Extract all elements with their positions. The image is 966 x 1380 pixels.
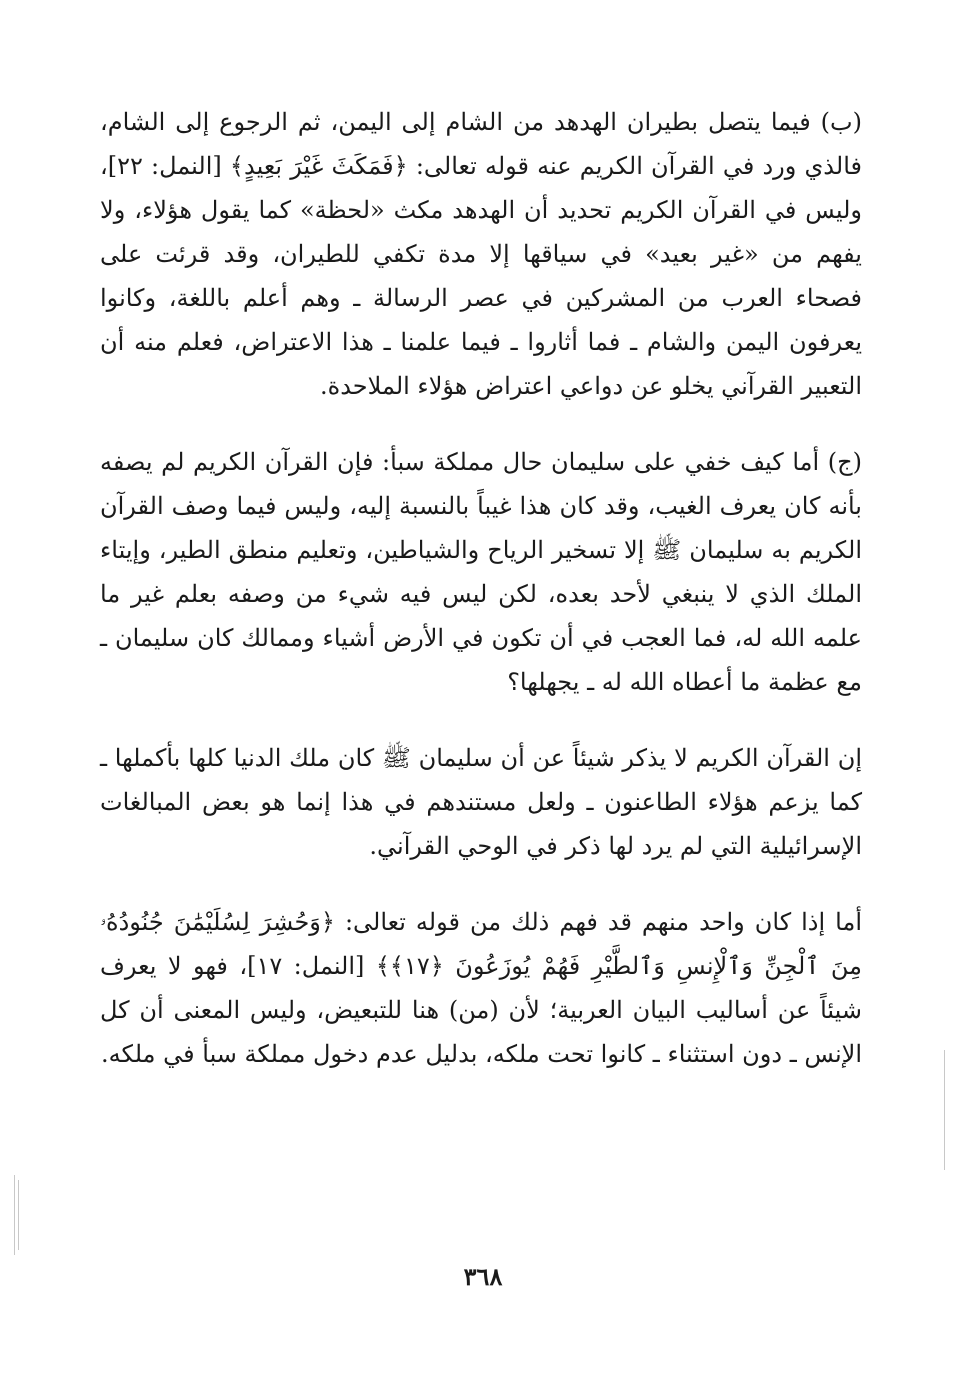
paragraph-quran-verse: أما إذا كان واحد منهم قد فهم ذلك من قوله تعالى: ﴿وَحُشِرَ لِسُلَيْمَٰنَ جُنُودُهُۥ مِنَ ٱلْجِنِّ وَٱلْإِنسِ وَٱلطَّيْرِ فَهُمْ يُوزَعُونَ ﴿١٧﴾﴾ [النمل: ١٧]، فهو لا يعرف شيئاً عن أساليب البيان العربية؛ لأن (من) هنا للتبعيض، وليس المعنى أن كل الإنس ـ دون استثناء ـ كانوا تحت ملكه، بدليل عدم دخول مملكة سبأ في ملكه. xyxy=(100,908,863,1068)
scan-margin-line xyxy=(18,1180,19,1250)
scan-margin-line xyxy=(944,1050,945,1170)
paragraph-quran-mention: إن القرآن الكريم لا يذكر شيئاً عن أن سليمان ﷺ كان ملك الدنيا كلها بأكملها ـ كما يزعم هؤلاء الطاعنون ـ ولعل مستندهم في هذا إنما هو بعض المبالغات الإسرائيلية التي لم يرد لها ذكر في الوحي القرآني. xyxy=(100,744,862,860)
page-number: ٣٦٨ xyxy=(463,1262,503,1291)
page-body xyxy=(100,100,862,1108)
paragraph-b: (ب) فيما يتصل بطيران الهدهد من الشام إلى اليمن، ثم الرجوع إلى الشام، فالذي ورد في القرآن الكريم عنه قوله تعالى: ﴿فَمَكَثَ غَيْرَ بَعِيدٍ﴾ [النمل: ٢٢]، وليس في القرآن الكريم تحديد أن الهدهد مكث «لحظة» كما يقول هؤلاء، ولا يفهم من «غير بعيد» في سياقها إلا مدة تكفي للطيران، وقد قرئت على فصحاء العرب من المشركين في عصر الرسالة ـ وهم أعلم باللغة، وكانوا يعرفون اليمن والشام ـ فما أثاروا ـ فيما علمنا ـ هذا الاعتراض، فعلم منه أن التعبير القرآني يخلو عن دواعي اعتراض هؤلاء الملاحدة. xyxy=(100,108,862,400)
scan-margin-line xyxy=(14,1175,15,1255)
paragraph-c: (ج) أما كيف خفي على سليمان حال مملكة سبأ: فإن القرآن الكريم لم يصفه بأنه كان يعرف الغيب، وقد كان هذا غيباً بالنسبة إليه، وليس فيما وصف القرآن الكريم به سليمان ﷺ إلا تسخير الرياح والشياطين، وتعليم منطق الطير، وإيتاء الملك الذي لا ينبغي لأحد بعده، لكن ليس فيه شيء من وصفه بعلم غير ما علمه الله له، فما العجب في أن تكون في الأرض أشياء وممالك كان سليمان ـ مع عظمة ما أعطاه الله له ـ يجهلها؟ xyxy=(100,448,862,696)
